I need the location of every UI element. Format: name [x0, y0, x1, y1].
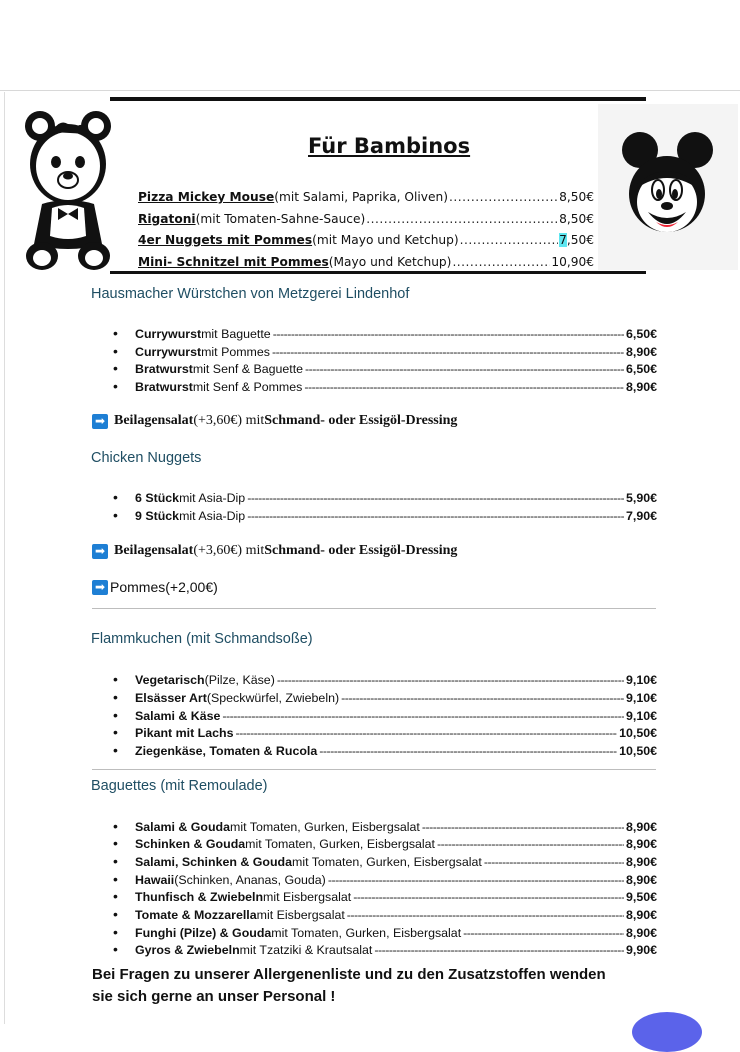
list-item	[113, 835, 657, 851]
item-description: mit Senf & Pommes	[192, 380, 303, 394]
item-name: 9 Stück	[135, 509, 180, 523]
item-price: 8,50€	[559, 190, 594, 204]
item-description: mit Tomaten, Gurken, Eisbergsalat	[292, 855, 482, 869]
leader-dashes	[235, 726, 617, 740]
extra-price: (+3,60€) mit	[193, 543, 265, 558]
bullet: •	[113, 671, 118, 687]
right-arrow-icon: ➡	[92, 544, 108, 559]
bullet: •	[113, 906, 118, 922]
bullet: •	[113, 941, 118, 957]
bullet: •	[113, 489, 118, 505]
header-rule-top	[110, 97, 646, 101]
list-item	[113, 924, 657, 940]
item-description: mit Tzatziki & Krautsalat	[239, 943, 373, 957]
leader-dots	[460, 233, 558, 247]
list-item	[113, 489, 657, 505]
item-price: 10,90€	[551, 255, 594, 269]
bullet: •	[113, 724, 118, 740]
bullet: •	[113, 707, 118, 723]
right-arrow-icon: ➡	[92, 414, 108, 429]
item-price: 6,50€	[625, 327, 657, 341]
item-price: 10,50€	[619, 726, 657, 740]
side-salad-note	[92, 543, 457, 559]
leader-dashes	[304, 380, 624, 394]
leader-dashes	[353, 890, 624, 904]
item-name: Salami, Schinken & Gouda	[135, 855, 292, 869]
item-price: 8,90€	[625, 380, 657, 394]
bullet: •	[113, 818, 118, 834]
item-description: mit Eisbergsalat	[263, 890, 352, 904]
leader-dashes	[247, 509, 624, 523]
item-description: (mit Salami, Paprika, Oliven)	[274, 190, 448, 204]
item-price: 8,90€	[625, 908, 657, 922]
leader-dashes	[305, 362, 624, 376]
item-name: Bratwurst	[135, 380, 193, 394]
extra-price: (+3,60€) mit	[193, 413, 265, 428]
item-description: mit Asia-Dip	[179, 509, 246, 523]
extra-price: (+2,00€)	[165, 579, 218, 595]
extra-name: Beilagensalat	[114, 413, 194, 428]
item-name: Rigatoni	[138, 212, 196, 226]
bullet: •	[113, 507, 118, 523]
bullet: •	[113, 343, 118, 359]
item-price: ,50€	[566, 233, 594, 247]
bambinos-title: Für Bambinos	[308, 134, 471, 158]
item-description: mit Tomaten, Gurken, Eisbergsalat	[245, 837, 436, 851]
item-description: (Mayo und Ketchup)	[328, 255, 452, 269]
item-name: Funghi (Pilze) & Gouda	[135, 926, 272, 940]
list-item	[113, 378, 657, 394]
bullet: •	[113, 689, 118, 705]
item-price: 8,90€	[625, 926, 657, 940]
item-description: mit Senf & Baguette	[192, 362, 304, 376]
leader-dashes	[374, 943, 624, 957]
section-divider	[92, 769, 656, 770]
extra-name: Pommes	[110, 579, 166, 595]
item-name: Elsässer Art	[135, 691, 207, 705]
list-item	[113, 853, 657, 869]
leader-dashes	[422, 820, 624, 834]
item-name: Gyros & Zwiebeln	[135, 943, 240, 957]
item-price: 10,50€	[619, 744, 657, 758]
extra-dressing: Schmand- oder Essigöl-Dressing	[264, 543, 458, 558]
list-item	[113, 671, 657, 687]
allergen-note-line-2: sie sich gerne an unser Personal !	[92, 988, 336, 1005]
list-item	[113, 871, 657, 887]
item-name: Vegetarisch	[135, 673, 205, 687]
bullet: •	[113, 742, 118, 758]
item-name: Pikant mit Lachs	[135, 726, 234, 740]
list-item	[113, 325, 657, 341]
list-item	[113, 941, 657, 957]
item-name: Currywurst	[135, 327, 202, 341]
item-name: Schinken & Gouda	[135, 837, 246, 851]
item-name: 6 Stück	[135, 491, 180, 505]
list-item	[113, 689, 657, 705]
item-price: 6,50€	[625, 362, 657, 376]
bullet: •	[113, 360, 118, 376]
bullet: •	[113, 888, 118, 904]
item-name: Pizza Mickey Mouse	[138, 190, 275, 204]
item-name: Thunfisch & Zwiebeln	[135, 890, 264, 904]
top-blank-area	[0, 0, 740, 91]
right-arrow-icon: ➡	[92, 580, 108, 595]
item-price: 8,50€	[559, 212, 594, 226]
item-price: 5,90€	[625, 491, 657, 505]
leader-dashes	[437, 837, 624, 851]
leader-dashes	[484, 855, 624, 869]
bambino-item	[138, 233, 594, 247]
item-price: 8,90€	[625, 873, 657, 887]
list-item	[113, 888, 657, 904]
section-heading-flammkuchen: Flammkuchen (mit Schmandsoße)	[91, 631, 313, 647]
item-name: Mini- Schnitzel mit Pommes	[138, 255, 329, 269]
bambino-item	[138, 212, 594, 226]
item-name: Ziegenkäse, Tomaten & Rucola	[135, 744, 318, 758]
item-description: (Speckwürfel, Zwiebeln)	[206, 691, 340, 705]
list-item	[113, 507, 657, 523]
item-name: Salami & Käse	[135, 709, 221, 723]
item-price: 9,90€	[625, 943, 657, 957]
item-description: mit Eisbergsalat	[256, 908, 345, 922]
item-name: Hawaii	[135, 873, 175, 887]
section-heading-wuerstchen: Hausmacher Würstchen von Metzgerei Lindenhof	[91, 286, 410, 302]
item-price: 9,10€	[625, 673, 657, 687]
list-item	[113, 906, 657, 922]
section-heading-baguettes: Baguettes (mit Remoulade)	[91, 778, 268, 794]
list-item	[113, 724, 657, 740]
bullet: •	[113, 835, 118, 851]
item-price: 8,90€	[625, 345, 657, 359]
bullet: •	[113, 924, 118, 940]
teddy-bear-icon	[22, 104, 114, 274]
price-highlight: 7	[559, 233, 567, 247]
item-price: 8,90€	[625, 837, 657, 851]
section-heading-nuggets: Chicken Nuggets	[91, 450, 202, 466]
leader-dots	[366, 212, 558, 226]
bambino-item	[138, 255, 594, 269]
extra-name: Beilagensalat	[114, 543, 194, 558]
item-description: (mit Mayo und Ketchup)	[312, 233, 459, 247]
bullet: •	[113, 325, 118, 341]
section-divider	[92, 608, 656, 609]
item-description: (mit Tomaten-Sahne-Sauce)	[195, 212, 366, 226]
leader-dashes	[328, 873, 624, 887]
leader-dashes	[319, 744, 617, 758]
leader-dashes	[463, 926, 624, 940]
leader-dashes	[277, 673, 624, 687]
item-name: Bratwurst	[135, 362, 193, 376]
item-price: 9,10€	[625, 691, 657, 705]
leader-dashes	[222, 709, 624, 723]
bullet: •	[113, 378, 118, 394]
item-description: mit Tomaten, Gurken, Eisbergsalat	[271, 926, 462, 940]
item-description: mit Tomaten, Gurken, Eisbergsalat	[230, 820, 420, 834]
leader-dashes	[273, 327, 624, 341]
bullet: •	[113, 871, 118, 887]
bullet: •	[113, 853, 118, 869]
leader-dashes	[272, 345, 624, 359]
list-item	[113, 742, 657, 758]
item-name: 4er Nuggets mit Pommes	[138, 233, 313, 247]
item-name: Tomate & Mozzarella	[135, 908, 257, 922]
header-rule-bottom	[110, 271, 646, 274]
item-price: 9,50€	[625, 890, 657, 904]
side-salad-note	[92, 413, 457, 429]
allergen-note	[92, 964, 652, 1008]
list-item	[113, 343, 657, 359]
item-price: 9,10€	[625, 709, 657, 723]
leader-dashes	[341, 691, 624, 705]
item-price: 8,90€	[625, 820, 657, 834]
item-price: 8,90€	[625, 855, 657, 869]
item-description: (Schinken, Ananas, Gouda)	[174, 873, 326, 887]
item-name: Currywurst	[135, 345, 202, 359]
list-item	[113, 707, 657, 723]
extra-dressing: Schmand- oder Essigöl-Dressing	[264, 413, 458, 428]
allergen-note-line-1: Bei Fragen zu unserer Allergenenliste und zu den Zusatzstoffen wenden	[92, 966, 606, 983]
item-price: 7,90€	[625, 509, 657, 523]
item-description: mit Pommes	[201, 345, 270, 359]
floating-action-button[interactable]	[632, 1012, 702, 1052]
item-description: mit Baguette	[201, 327, 271, 341]
leader-dots	[449, 190, 558, 204]
fries-note	[92, 579, 218, 595]
leader-dashes	[347, 908, 624, 922]
item-description: mit Asia-Dip	[179, 491, 246, 505]
mickey-mouse-icon	[620, 128, 715, 243]
item-description: (Pilze, Käse)	[204, 673, 275, 687]
list-item	[113, 360, 657, 376]
bambino-item	[138, 190, 594, 204]
leader-dots	[452, 255, 550, 269]
item-name: Salami & Gouda	[135, 820, 231, 834]
leader-dashes	[247, 491, 624, 505]
list-item	[113, 818, 657, 834]
